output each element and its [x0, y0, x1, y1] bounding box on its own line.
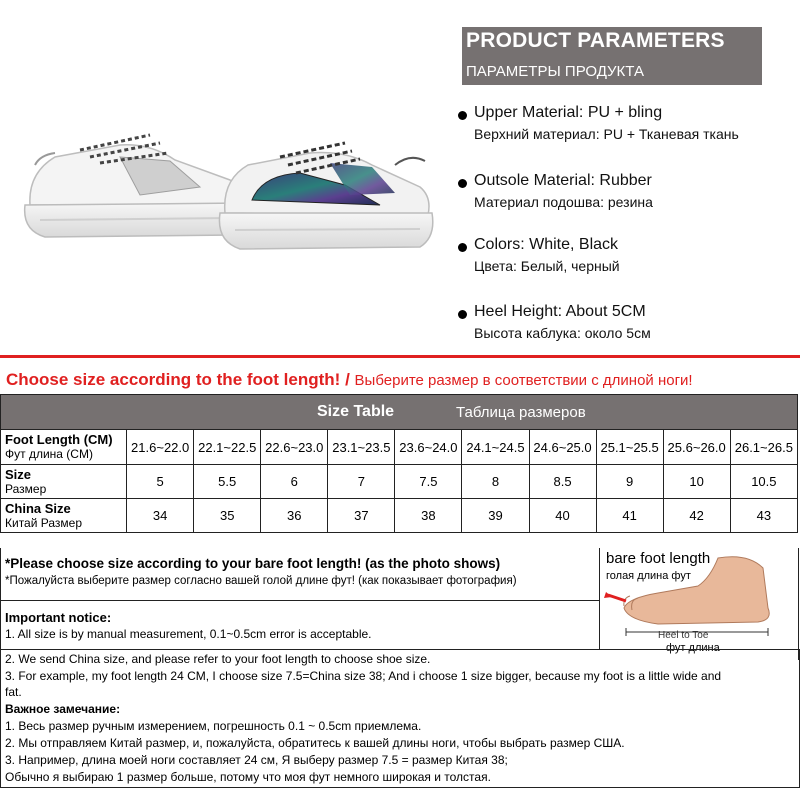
table-cell: 22.6~23.0	[261, 430, 328, 465]
table-cell: 23.1~23.5	[328, 430, 395, 465]
important-title: Important notice:	[5, 610, 112, 625]
table-cell: 5.5	[194, 465, 261, 499]
banner-slash: /	[345, 370, 350, 389]
table-cell: 24.1~24.5	[462, 430, 529, 465]
table-cell: 7	[328, 465, 395, 499]
table-cell: 34	[127, 499, 194, 533]
divider	[1, 600, 599, 601]
banner-ru: Выберите размер в соответствии с длиной ноги!	[354, 372, 693, 389]
size-table-header	[1, 395, 798, 430]
table-cell: 21.6~22.0	[127, 430, 194, 465]
table-cell: 40	[529, 499, 596, 533]
param-ru: Материал подошва: резина	[474, 194, 653, 210]
bullet-icon	[458, 310, 467, 319]
size-table	[0, 394, 798, 533]
table-cell: 8.5	[529, 465, 596, 499]
please-note-ru: *Пожалуйста выберите размер согласно вашей голой длине фут! (как показывает фотография)	[5, 575, 517, 587]
param-ru: Цвета: Белый, черный	[474, 258, 620, 274]
black-sneaker	[219, 143, 432, 249]
table-cell: 24.6~25.0	[529, 430, 596, 465]
notice-ru-1: 1. Весь размер ручным измерением, погрешность 0.1 ~ 0.5cm приемлема.	[5, 719, 422, 733]
foot-length-label-ru: голая длина фут	[606, 570, 691, 582]
row-label: Size Размер	[1, 465, 127, 499]
table-cell: 26.1~26.5	[730, 430, 797, 465]
table-cell: 37	[328, 499, 395, 533]
parameters-title: PRODUCT PARAMETERS	[466, 29, 725, 52]
foot-length-ru: фут длина	[666, 642, 720, 654]
table-cell: 38	[395, 499, 462, 533]
table-cell: 22.1~22.5	[194, 430, 261, 465]
bullet-icon	[458, 111, 467, 120]
notice-box	[0, 548, 600, 650]
bullet-icon	[458, 179, 467, 188]
foot-length-label: bare foot length	[606, 550, 711, 567]
notice-continued-box	[0, 649, 800, 788]
size-banner	[6, 370, 693, 390]
param-en: Upper Material: PU + bling	[474, 104, 663, 121]
bullet-icon	[458, 243, 467, 252]
table-cell: 7.5	[395, 465, 462, 499]
param-ru: Верхний материал: PU + Тканевая ткань	[474, 126, 739, 142]
table-cell: 39	[462, 499, 529, 533]
notice-line-3a: 3. For example, my foot length 24 CM, I choose size 7.5=China size 38; And i choose 1 size bigger, because my foot is a little wide and	[5, 669, 722, 683]
product-photo	[0, 95, 440, 295]
parameters-header	[462, 27, 762, 85]
sneakers-illustration	[0, 95, 440, 295]
white-sneaker	[25, 135, 247, 237]
foot-photo-panel	[598, 548, 799, 660]
param-en: Heel Height: About 5CM	[474, 303, 646, 320]
table-cell: 5	[127, 465, 194, 499]
row-label: Foot Length (CM) Фут длина (CM)	[1, 430, 127, 465]
notice-line-2: 2. We send China size, and please refer to your foot length to choose shoe size.	[5, 652, 431, 666]
notice-ru-title: Важное замечание:	[5, 702, 121, 716]
notice-line-3b: fat.	[5, 685, 22, 699]
notice-ru-3: 3. Например, длина моей ноги составляет 24 см, Я выберу размер 7.5 = размер Китая 38;	[5, 753, 508, 767]
param-ru: Высота каблука: около 5см	[474, 325, 651, 341]
table-cell: 35	[194, 499, 261, 533]
table-row-foot-length	[1, 430, 798, 465]
size-table-wrapper	[0, 394, 800, 533]
divider	[0, 355, 800, 358]
table-cell: 6	[261, 465, 328, 499]
table-row-china-size	[1, 499, 798, 533]
table-cell: 10.5	[730, 465, 797, 499]
table-cell: 41	[596, 499, 663, 533]
table-cell: 36	[261, 499, 328, 533]
row-label: China Size Китай Размер	[1, 499, 127, 533]
table-cell: 42	[663, 499, 730, 533]
notice-ru-2: 2. Мы отправляем Китай размер, и, пожалуйста, обратитесь к вашей длины ноги, чтобы выбрать размер США.	[5, 736, 625, 750]
size-table-title-ru: Таблица размеров	[456, 404, 586, 421]
notice-line-1: 1. All size is by manual measurement, 0.1~0.5cm error is acceptable.	[5, 627, 372, 641]
table-cell: 8	[462, 465, 529, 499]
table-cell: 43	[730, 499, 797, 533]
param-en: Colors: White, Black	[474, 236, 619, 253]
table-cell: 25.1~25.5	[596, 430, 663, 465]
table-cell: 10	[663, 465, 730, 499]
table-cell: 9	[596, 465, 663, 499]
param-en: Outsole Material: Rubber	[474, 172, 652, 189]
banner-en: Choose size according to the foot length!	[6, 370, 341, 389]
table-cell: 23.6~24.0	[395, 430, 462, 465]
table-row-size	[1, 465, 798, 499]
please-note-en: *Please choose size according to your bare foot length! (as the photo shows)	[5, 556, 501, 571]
notice-ru-4: Обычно я выбираю 1 размер больше, потому что моя фут немного широкая и толстая.	[5, 770, 491, 784]
parameters-subtitle: ПАРАМЕТРЫ ПРОДУКТА	[466, 63, 644, 80]
size-table-title: Size Table	[317, 403, 395, 420]
table-cell: 25.6~26.0	[663, 430, 730, 465]
heel-to-toe-label: Heel to Toe	[658, 630, 709, 641]
